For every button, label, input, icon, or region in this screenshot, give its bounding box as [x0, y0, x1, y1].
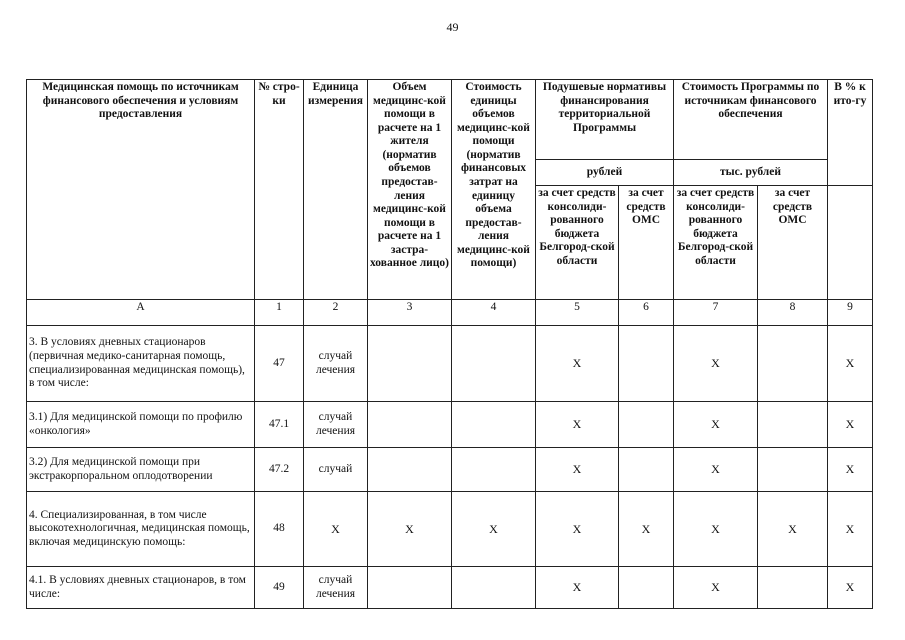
- row-col-9: X: [828, 448, 873, 492]
- header-col-6: за счет средств ОМС: [619, 186, 674, 300]
- header-group-56: Подушевые нормативы финансирования территориальной Программы: [536, 80, 674, 160]
- row-unit: случай лечения: [304, 567, 368, 609]
- table-row: [27, 326, 873, 402]
- row-unit: случай: [304, 448, 368, 492]
- index-cell: 8: [758, 300, 828, 326]
- row-col-6: [619, 567, 674, 609]
- row-line-number: 47: [255, 326, 304, 402]
- row-col-8: [758, 326, 828, 402]
- row-name: 3. В условиях дневных стационаров (первичная медико-санитарная помощь, специализированная медицинская помощь), в том числе:: [27, 326, 255, 402]
- row-col-7: X: [674, 326, 758, 402]
- index-cell: А: [27, 300, 255, 326]
- row-col-9: X: [828, 567, 873, 609]
- row-name: 4.1. В условиях дневных стационаров, в том числе:: [27, 567, 255, 609]
- header-col-2: Единица измерения: [304, 80, 368, 300]
- header-unit-56: рублей: [536, 160, 674, 186]
- row-col-5: X: [536, 492, 619, 567]
- header-col-4: Стоимость единицы объемов медицинс-кой помощи (норматив финансовых затрат на единицу объема предостав-ления медицинс-кой помощи): [452, 80, 536, 300]
- row-col-8: X: [758, 492, 828, 567]
- index-cell: 7: [674, 300, 758, 326]
- row-name: 3.1) Для медицинской помощи по профилю «онкология»: [27, 402, 255, 448]
- row-col-7: X: [674, 492, 758, 567]
- row-col-7: X: [674, 402, 758, 448]
- row-col-5: X: [536, 326, 619, 402]
- header-unit-78: тыс. рублей: [674, 160, 828, 186]
- header-col-5: за счет средств консолиди-рованного бюджета Белгород-ской области: [536, 186, 619, 300]
- row-col-6: [619, 326, 674, 402]
- row-unit: случай лечения: [304, 326, 368, 402]
- header-group-78: Стоимость Программы по источникам финансового обеспечения: [674, 80, 828, 160]
- row-col-3: [368, 402, 452, 448]
- table-row: [27, 402, 873, 448]
- table-row: [27, 492, 873, 567]
- page-number: 49: [446, 20, 459, 34]
- row-line-number: 47.2: [255, 448, 304, 492]
- table-row: [27, 448, 873, 492]
- row-col-9: X: [828, 492, 873, 567]
- row-col-3: [368, 448, 452, 492]
- header-col-1: № стро-ки: [255, 80, 304, 300]
- row-col-3: [368, 567, 452, 609]
- index-cell: 6: [619, 300, 674, 326]
- index-cell: 1: [255, 300, 304, 326]
- row-col-4: X: [452, 492, 536, 567]
- row-col-6: [619, 402, 674, 448]
- row-line-number: 48: [255, 492, 304, 567]
- row-col-8: [758, 402, 828, 448]
- row-col-5: X: [536, 402, 619, 448]
- index-cell: 5: [536, 300, 619, 326]
- row-line-number: 49: [255, 567, 304, 609]
- index-cell: 2: [304, 300, 368, 326]
- row-col-9: X: [828, 326, 873, 402]
- row-col-4: [452, 326, 536, 402]
- row-unit: случай лечения: [304, 402, 368, 448]
- row-col-3: X: [368, 492, 452, 567]
- row-name: 4. Специализированная, в том числе высокотехнологичная, медицинская помощь, включая медицинскую помощь:: [27, 492, 255, 567]
- row-col-5: X: [536, 567, 619, 609]
- header-col-7: за счет средств консолиди-рованного бюджета Белгород-ской области: [674, 186, 758, 300]
- header-col-a: Медицинская помощь по источникам финансового обеспечения и условиям предоставления: [27, 80, 255, 300]
- row-unit: X: [304, 492, 368, 567]
- index-cell: 3: [368, 300, 452, 326]
- header-col-9: В % к ито-гу: [828, 80, 873, 186]
- row-col-6: [619, 448, 674, 492]
- row-col-3: [368, 326, 452, 402]
- row-col-4: [452, 567, 536, 609]
- row-col-4: [452, 448, 536, 492]
- row-col-6: X: [619, 492, 674, 567]
- row-col-7: X: [674, 448, 758, 492]
- row-col-8: [758, 448, 828, 492]
- header-col-8: за счет средств ОМС: [758, 186, 828, 300]
- row-col-7: X: [674, 567, 758, 609]
- row-col-4: [452, 402, 536, 448]
- index-cell: 9: [828, 300, 873, 326]
- row-name: 3.2) Для медицинской помощи при экстракорпоральном оплодотворении: [27, 448, 255, 492]
- header-col-9-blank: [828, 186, 873, 300]
- column-index-row: [27, 300, 873, 326]
- row-col-5: X: [536, 448, 619, 492]
- row-col-9: X: [828, 402, 873, 448]
- row-col-8: [758, 567, 828, 609]
- table-row: [27, 567, 873, 609]
- index-cell: 4: [452, 300, 536, 326]
- row-line-number: 47.1: [255, 402, 304, 448]
- header-col-3: Объем медицинс-кой помощи в расчете на 1 жителя (норматив объемов предостав-ления медицинс-кой помощи в расчете на 1 застра-хованное лицо): [368, 80, 452, 300]
- financing-table: [26, 79, 873, 609]
